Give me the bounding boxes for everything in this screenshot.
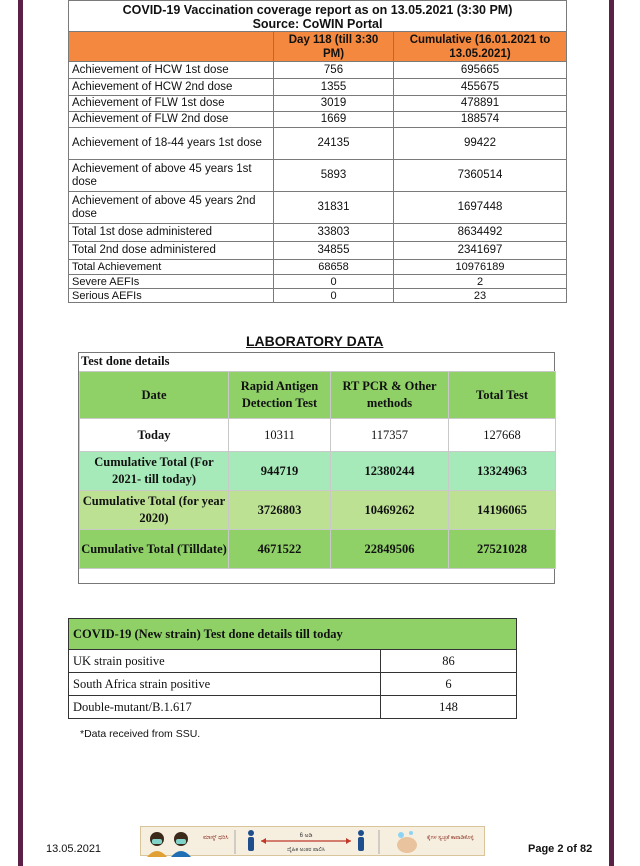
masked-person-icon <box>171 832 191 857</box>
row-label: Total 1st dose administered <box>69 224 274 242</box>
person-standing-icon <box>248 830 254 851</box>
row-label: Severe AEFIs <box>69 275 274 289</box>
table-row <box>69 96 567 112</box>
row-label: Achievement of HCW 1st dose <box>69 62 274 79</box>
day-value: 756 <box>274 62 394 79</box>
banner-hands-text: ಕೈಗಳ ಸ್ವಚ್ಛತೆ ಕಾಪಾಡಿಕೊಳ್ಳಿ <box>427 835 474 841</box>
strain-table <box>68 618 517 719</box>
table-row <box>69 242 567 260</box>
day-value: 0 <box>274 289 394 303</box>
lab-row-label: Cumulative Total (Tilldate) <box>80 530 229 569</box>
lab-row-label: Cumulative Total (For 2021- till today) <box>80 452 229 491</box>
day-value: 3019 <box>274 96 394 112</box>
table-row <box>69 289 567 303</box>
row-label: Achievement of HCW 2nd dose <box>69 79 274 96</box>
row-label: Achievement of above 45 years 2nd dose <box>69 192 274 224</box>
table-row <box>69 112 567 128</box>
strain-title: COVID-19 (New strain) Test done details till today <box>69 619 517 650</box>
cumulative-value: 695665 <box>394 62 567 79</box>
lab-total-value: 127668 <box>449 419 556 452</box>
cumulative-value: 23 <box>394 289 567 303</box>
table-row <box>69 160 567 192</box>
strain-label: South Africa strain positive <box>69 673 381 696</box>
table-row <box>80 491 556 530</box>
vaccination-col-day: Day 118 (till 3:30 PM) <box>274 32 394 62</box>
row-label: Total 2nd dose administered <box>69 242 274 260</box>
lab-total-value: 13324963 <box>449 452 556 491</box>
lab-heading: LABORATORY DATA <box>246 333 384 349</box>
vaccination-source: Source: CoWIN Portal <box>252 17 383 31</box>
table-row <box>69 260 567 275</box>
day-value: 68658 <box>274 260 394 275</box>
day-value: 1355 <box>274 79 394 96</box>
person-standing-icon <box>358 830 364 851</box>
cumulative-value: 188574 <box>394 112 567 128</box>
day-value: 1669 <box>274 112 394 128</box>
vaccination-title <box>69 1 567 32</box>
lab-total-value: 27521028 <box>449 530 556 569</box>
row-label: Achievement of FLW 2nd dose <box>69 112 274 128</box>
lab-total-value: 14196065 <box>449 491 556 530</box>
lab-rapid-value: 944719 <box>229 452 331 491</box>
vaccination-header-blank <box>69 32 274 62</box>
footer-date: 13.05.2021 <box>46 843 102 855</box>
lab-col-total: Total Test <box>449 372 556 419</box>
vaccination-col-cumulative: Cumulative (16.01.2021 to 13.05.2021) <box>394 32 567 62</box>
day-value: 24135 <box>274 128 394 160</box>
cumulative-value: 1697448 <box>394 192 567 224</box>
strain-header-row <box>69 619 517 650</box>
row-label: Achievement of 18-44 years 1st dose <box>69 128 274 160</box>
strain-value: 86 <box>381 650 517 673</box>
cumulative-value: 8634492 <box>394 224 567 242</box>
cumulative-value: 478891 <box>394 96 567 112</box>
table-row <box>69 275 567 289</box>
masked-person-icon <box>147 832 167 857</box>
cumulative-value: 99422 <box>394 128 567 160</box>
strain-value: 6 <box>381 673 517 696</box>
vaccination-title-text: COVID-19 Vaccination coverage report as on 13.05.2021 (3:30 PM) <box>122 3 513 17</box>
lab-row-label: Cumulative Total (for year 2020) <box>80 491 229 530</box>
strain-label: Double-mutant/B.1.617 <box>69 696 381 719</box>
table-row <box>69 650 517 673</box>
lab-header-row <box>80 372 556 419</box>
day-value: 33803 <box>274 224 394 242</box>
cumulative-value: 2 <box>394 275 567 289</box>
table-row <box>69 673 517 696</box>
lab-rapid-value: 4671522 <box>229 530 331 569</box>
table-row <box>69 192 567 224</box>
banner-distance-caption: ದೈಹಿಕ ಅಂತರ ಪಾಲಿಸಿ <box>287 847 325 853</box>
vaccination-header-row <box>69 32 567 62</box>
footnote: *Data received from SSU. <box>80 728 201 740</box>
row-label: Serious AEFIs <box>69 289 274 303</box>
strain-label: UK strain positive <box>69 650 381 673</box>
lab-col-rtpcr: RT PCR & Other methods <box>331 372 449 419</box>
day-value: 34855 <box>274 242 394 260</box>
banner-distance-text: 6 ಅಡಿ <box>299 833 313 839</box>
lab-col-rapid: Rapid Antigen Detection Test <box>229 372 331 419</box>
lab-caption: Test done details <box>81 354 170 368</box>
lab-col-date: Date <box>80 372 229 419</box>
banner-mask-text: ಮಾಸ್ಕ್ ಧರಿಸಿ <box>203 835 229 841</box>
table-row <box>69 62 567 79</box>
table-row <box>69 79 567 96</box>
lab-row-label: Today <box>80 419 229 452</box>
day-value: 0 <box>274 275 394 289</box>
lab-rtpcr-value: 10469262 <box>331 491 449 530</box>
covid-awareness-banner <box>140 826 485 856</box>
footer-page-number: Page 2 of 82 <box>528 843 593 855</box>
lab-rtpcr-value: 12380244 <box>331 452 449 491</box>
table-row <box>69 224 567 242</box>
vaccination-title-row <box>69 1 567 32</box>
handwash-icon <box>397 831 417 853</box>
table-row <box>80 452 556 491</box>
strain-value: 148 <box>381 696 517 719</box>
lab-table <box>79 371 556 569</box>
table-row <box>80 530 556 569</box>
row-label: Achievement of above 45 years 1st dose <box>69 160 274 192</box>
row-label: Achievement of FLW 1st dose <box>69 96 274 112</box>
lab-rapid-value: 3726803 <box>229 491 331 530</box>
lab-rtpcr-value: 117357 <box>331 419 449 452</box>
cumulative-value: 7360514 <box>394 160 567 192</box>
table-row <box>69 128 567 160</box>
cumulative-value: 455675 <box>394 79 567 96</box>
day-value: 5893 <box>274 160 394 192</box>
row-label: Total Achievement <box>69 260 274 275</box>
vaccination-table <box>68 0 567 303</box>
table-row <box>69 696 517 719</box>
cumulative-value: 10976189 <box>394 260 567 275</box>
day-value: 31831 <box>274 192 394 224</box>
lab-table-box <box>78 352 555 584</box>
table-row <box>80 419 556 452</box>
cumulative-value: 2341697 <box>394 242 567 260</box>
lab-rtpcr-value: 22849506 <box>331 530 449 569</box>
lab-rapid-value: 10311 <box>229 419 331 452</box>
